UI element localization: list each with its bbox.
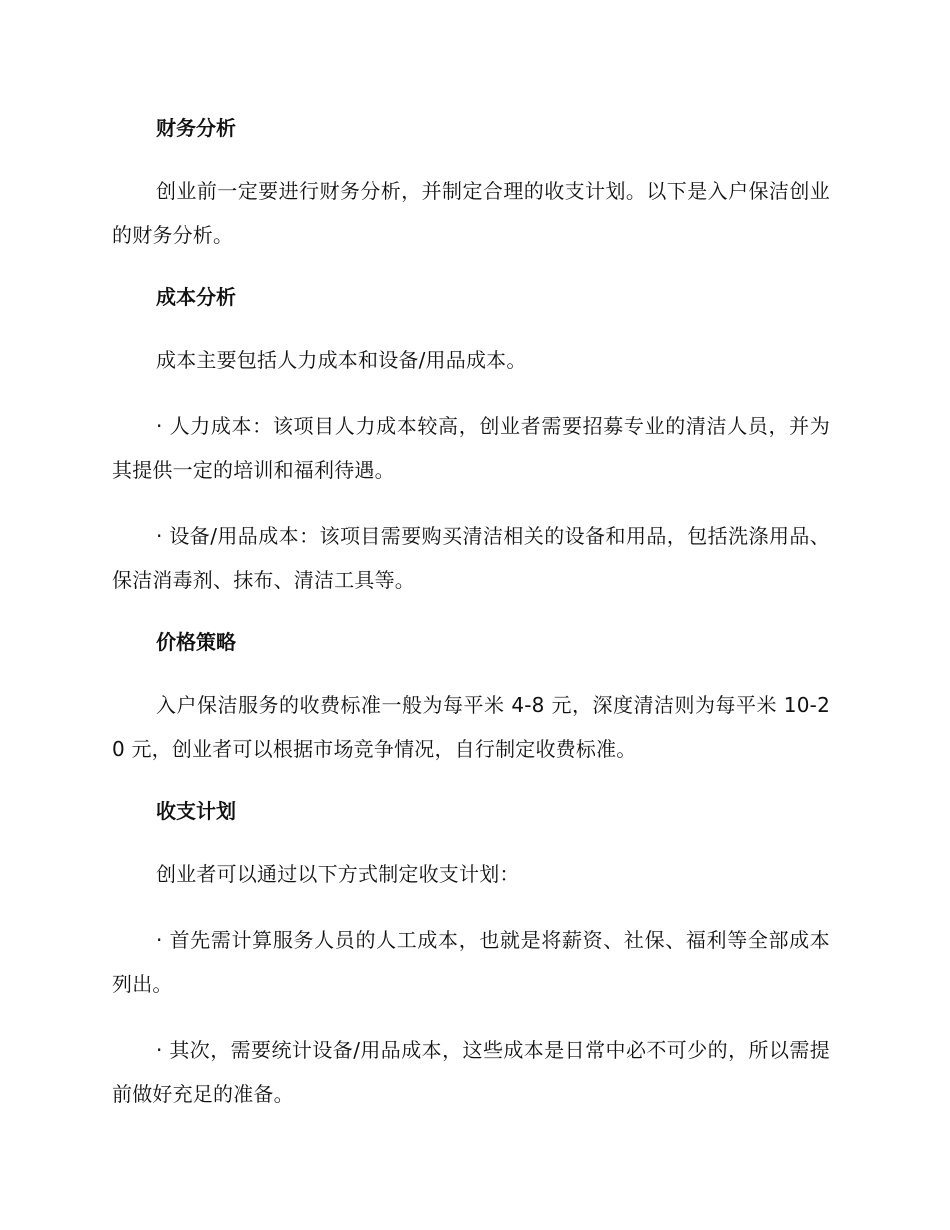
bullet-labor-cost: · 人力成本：该项目人力成本较高，创业者需要招募专业的清洁人员，并为其提供一定的培训和福利待遇。 <box>112 414 830 482</box>
paragraph-cost-intro: 成本主要包括人力成本和设备/用品成本。 <box>156 348 527 372</box>
paragraph-budget-intro: 创业者可以通过以下方式制定收支计划： <box>156 862 520 886</box>
heading-pricing-strategy: 价格策略 <box>156 630 236 654</box>
heading-finance-analysis: 财务分析 <box>156 116 236 140</box>
heading-cost-analysis: 成本分析 <box>156 285 236 309</box>
paragraph-pricing: 入户保洁服务的收费标准一般为每平米 4-8 元，深度清洁则为每平米 10-20 元，创业者可以根据市场竞争情况，自行制定收费标准。 <box>112 693 830 761</box>
bullet-equipment-cost: · 设备/用品成本：该项目需要购买清洁相关的设备和用品，包括洗涤用品、保洁消毒剂、抹布、清洁工具等。 <box>112 524 830 592</box>
paragraph-finance-intro: 创业前一定要进行财务分析，并制定合理的收支计划。以下是入户保洁创业的财务分析。 <box>112 179 830 247</box>
document-page <box>112 110 830 1138</box>
bullet-labor-calculation: · 首先需计算服务人员的人工成本，也就是将薪资、社保、福利等全部成本列出。 <box>112 928 830 996</box>
bullet-equipment-preparation: · 其次，需要统计设备/用品成本，这些成本是日常中必不可少的，所以需提前做好充足的准备。 <box>112 1038 830 1106</box>
heading-budget-plan: 收支计划 <box>156 799 236 823</box>
